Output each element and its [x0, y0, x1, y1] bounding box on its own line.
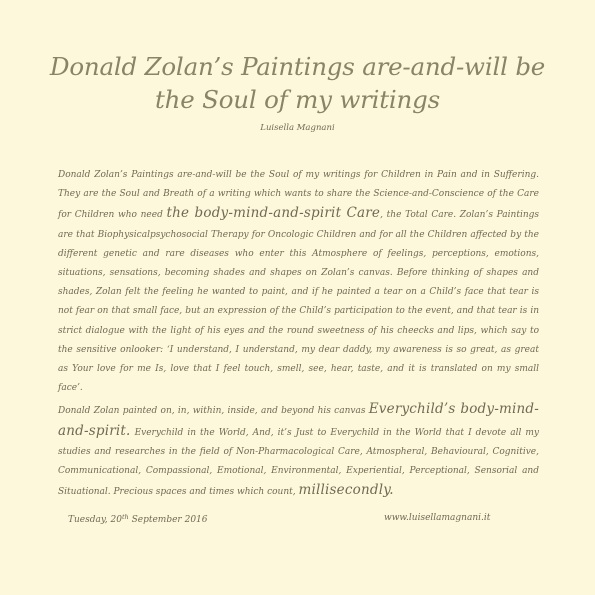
date-ordinal: th [121, 513, 129, 521]
article-body [58, 166, 539, 502]
paragraph-2-text-b: Everychild in the World, And, it’s Just to Everychild in the World that I devote all my studies and researches in the field of Non-Pharmacological Care, Atmospheral, Behavioural, Cognitive, Communicational, Compassional, Emotional, Environmental, Experiential, Perceptional, Sensorial and Situational. Precious spaces and times which count, [58, 427, 539, 498]
paragraph-1-emphasis: the body-mind-and-spirit Care [166, 205, 381, 222]
paragraph-2 [58, 400, 539, 502]
website-link[interactable]: www.luisellamagnani.it [384, 513, 491, 523]
title-line-1: Donald Zolan’s Paintings are-and-will be [49, 52, 546, 81]
date-day: Tuesday, 20 [68, 515, 122, 525]
footer-date [68, 513, 208, 525]
page-title [40, 50, 555, 116]
paragraph-2-emphasis: Everychild’s body-mind-and-spirit. [58, 401, 539, 439]
paragraph-1-text-a: Donald Zolan’s Paintings are-and-will be the Soul of my writings for Children in Pain and in Suffering. They are the Soul and Breath of a writing which wants to share the Science-and-Conscience of the Care for Children who need [58, 170, 539, 221]
author-name: Luisella Magnani [260, 123, 335, 133]
title-line-2: the Soul of my writings [155, 85, 440, 114]
date-month-year: September 2016 [128, 515, 208, 525]
paragraph-1 [58, 166, 539, 398]
paragraph-1-text-b: , the Total Care. Zolan’s Paintings are that Biophysicalpsychosocial Therapy for Oncologic Children and for all the Children affected by the different genetic and rare diseases who enter this Atmosphere of feelings, perceptions, emotions, situations, sensations, becoming shades and shapes on Zolan’s canvas. Before thinking of shapes and shades, Zolan felt the feeling he wanted to paint, and if he painted a tear on a Child’s face that tear is not fear on that small face, but an expression of the Child’s participation to the event, and that tear is in strict dialogue with the light of his eyes and the round sweetness of his cheecks and lips, which say to the sensitive onlooker: ‘I understand, I understand, my dear daddy, my awareness is so great, as great as Your love for me Is, love that I feel touch, smell, see, hear, taste, and it is translated on my small face’. [58, 210, 539, 394]
paragraph-2-emphasis-end: millisecondly. [298, 482, 394, 499]
paragraph-2-text-a: Donald Zolan painted on, in, within, inside, and beyond his canvas [58, 406, 369, 417]
